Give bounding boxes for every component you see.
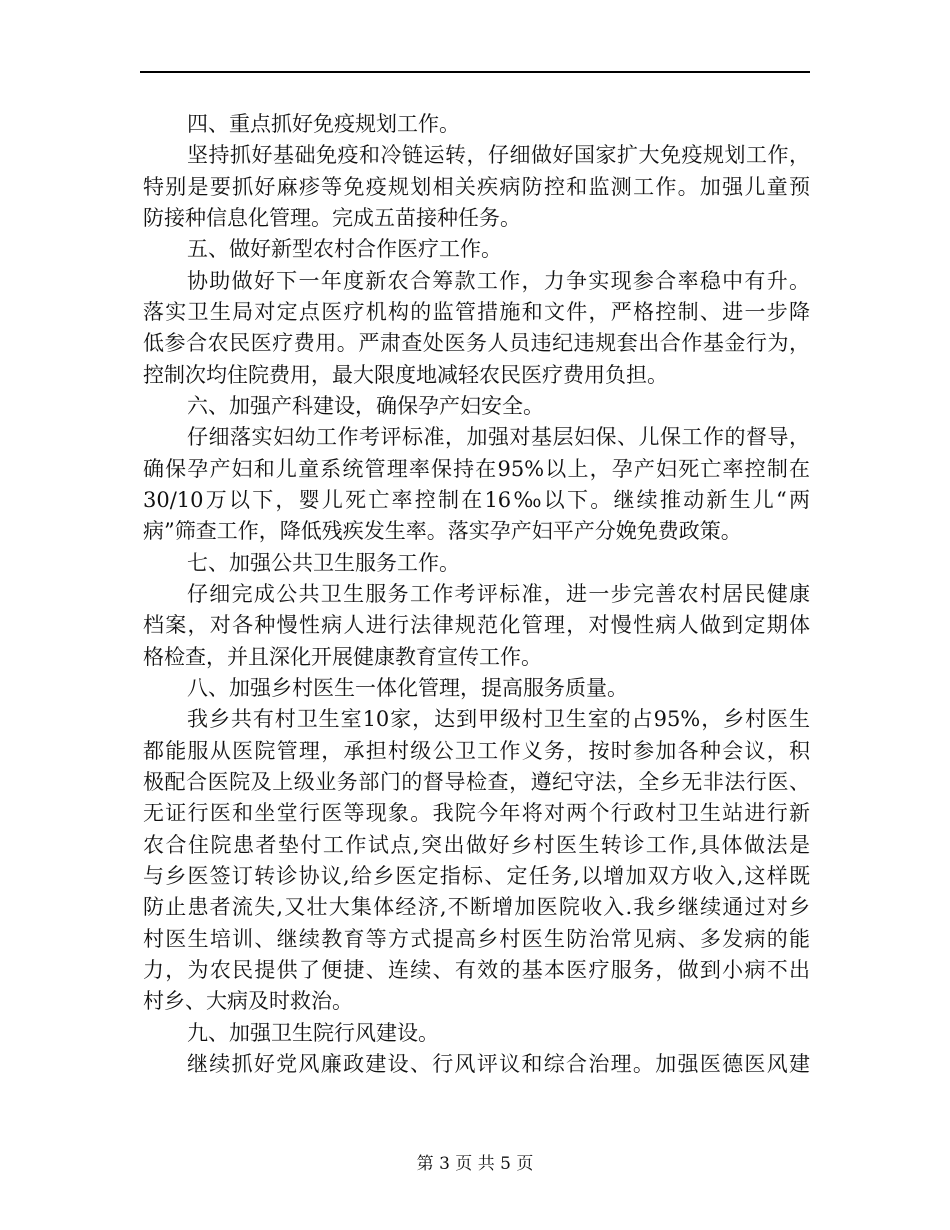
paragraph-rural-cooperative-medical xyxy=(143,266,810,391)
paragraph-hospital-conduct xyxy=(143,1049,810,1080)
text-line: 我乡共有村卫生室10家，达到甲级村卫生室的占95%，乡村医生 xyxy=(187,707,810,732)
text-line: 防止患者流失,又壮大集体经济,不断增加医院收入.我乡继续通过对乡 xyxy=(143,895,810,920)
text-line: 极配合医院及上级业务部门的督导检查，遵纪守法，全乡无非法行医、 xyxy=(143,769,810,794)
paragraph-public-health xyxy=(143,579,810,673)
text-line: 病”筛查工作，降低残疾发生率。落实孕产妇平产分娩免费政策。 xyxy=(143,519,742,544)
text-line: 仔细完成公共卫生服务工作考评标准，进一步完善农村居民健康 xyxy=(187,581,810,606)
text-line: 九、加强卫生院行风建设。 xyxy=(187,1020,439,1045)
text-line: 协助做好下一年度新农合筹款工作，力争实现参合率稳中有升。 xyxy=(187,268,810,293)
paragraph-village-doctors xyxy=(143,704,810,1017)
section-heading-hospital-conduct xyxy=(143,1018,810,1049)
text-line: 力，为农民提供了便捷、连续、有效的基本医疗服务，做到小病不出 xyxy=(143,957,810,982)
text-line: 继续抓好党风廉政建设、行风评议和综合治理。加强医德医风建 xyxy=(187,1051,810,1076)
section-heading-rural-cooperative-medical xyxy=(143,234,810,265)
text-line: 农合住院患者垫付工作试点,突出做好乡村医生转诊工作,具体做法是 xyxy=(143,832,810,857)
document-body xyxy=(143,109,810,1080)
section-heading-public-health xyxy=(143,548,810,579)
section-heading-immunization xyxy=(143,109,810,140)
paragraph-immunization xyxy=(143,140,810,234)
paragraph-obstetrics xyxy=(143,422,810,547)
text-line: 四、重点抓好免疫规划工作。 xyxy=(187,112,460,136)
text-line: 都能服从医院管理，承担村级公卫工作义务，按时参加各种会议，积 xyxy=(143,738,810,763)
page-number-footer: 第 3 页 共 5 页 xyxy=(416,1154,534,1174)
text-line: 防接种信息化管理。完成五苗接种任务。 xyxy=(143,205,521,230)
text-line: 控制次均住院费用，最大限度地减轻农民医疗费用负担。 xyxy=(143,362,668,387)
text-line: 与乡医签订转诊协议,给乡医定指标、定任务,以增加双方收入,这样既 xyxy=(143,863,810,888)
text-line: 低参合农民医疗费用。严肃查处医务人员违纪违规套出合作基金行为， xyxy=(143,331,810,356)
text-line: 六、加强产科建设，确保孕产妇安全。 xyxy=(187,393,544,418)
section-heading-village-doctors xyxy=(143,673,810,704)
text-line: 无证行医和坐堂行医等现象。我院今年将对两个行政村卫生站进行新 xyxy=(143,801,810,826)
text-line: 30/10万以下，婴儿死亡率控制在16‰以下。继续推动新生儿“两 xyxy=(143,487,810,512)
text-line: 仔细落实妇幼工作考评标准，加强对基层妇保、儿保工作的督导， xyxy=(187,425,810,450)
text-line: 八、加强乡村医生一体化管理，提高服务质量。 xyxy=(187,675,628,700)
text-line: 五、做好新型农村合作医疗工作。 xyxy=(187,237,502,262)
text-line: 七、加强公共卫生服务工作。 xyxy=(187,550,460,575)
text-line: 确保孕产妇和儿童系统管理率保持在95%以上，孕产妇死亡率控制在 xyxy=(143,456,810,481)
text-line: 格检查，并且深化开展健康教育宣传工作。 xyxy=(143,644,542,669)
text-line: 特别是要抓好麻疹等免疫规划相关疾病防控和监测工作。加强儿童预 xyxy=(143,174,810,199)
text-line: 村医生培训、继续教育等方式提高乡村医生防治常见病、多发病的能 xyxy=(143,926,810,951)
text-line: 坚持抓好基础免疫和冷链运转，仔细做好国家扩大免疫规划工作， xyxy=(187,143,810,168)
header-rule xyxy=(140,71,810,73)
text-line: 落实卫生局对定点医疗机构的监管措施和文件，严格控制、进一步降 xyxy=(143,299,810,324)
text-line: 村乡、大病及时救治。 xyxy=(143,989,353,1014)
text-line: 档案，对各种慢性病人进行法律规范化管理，对慢性病人做到定期体 xyxy=(143,613,810,638)
section-heading-obstetrics xyxy=(143,391,810,422)
